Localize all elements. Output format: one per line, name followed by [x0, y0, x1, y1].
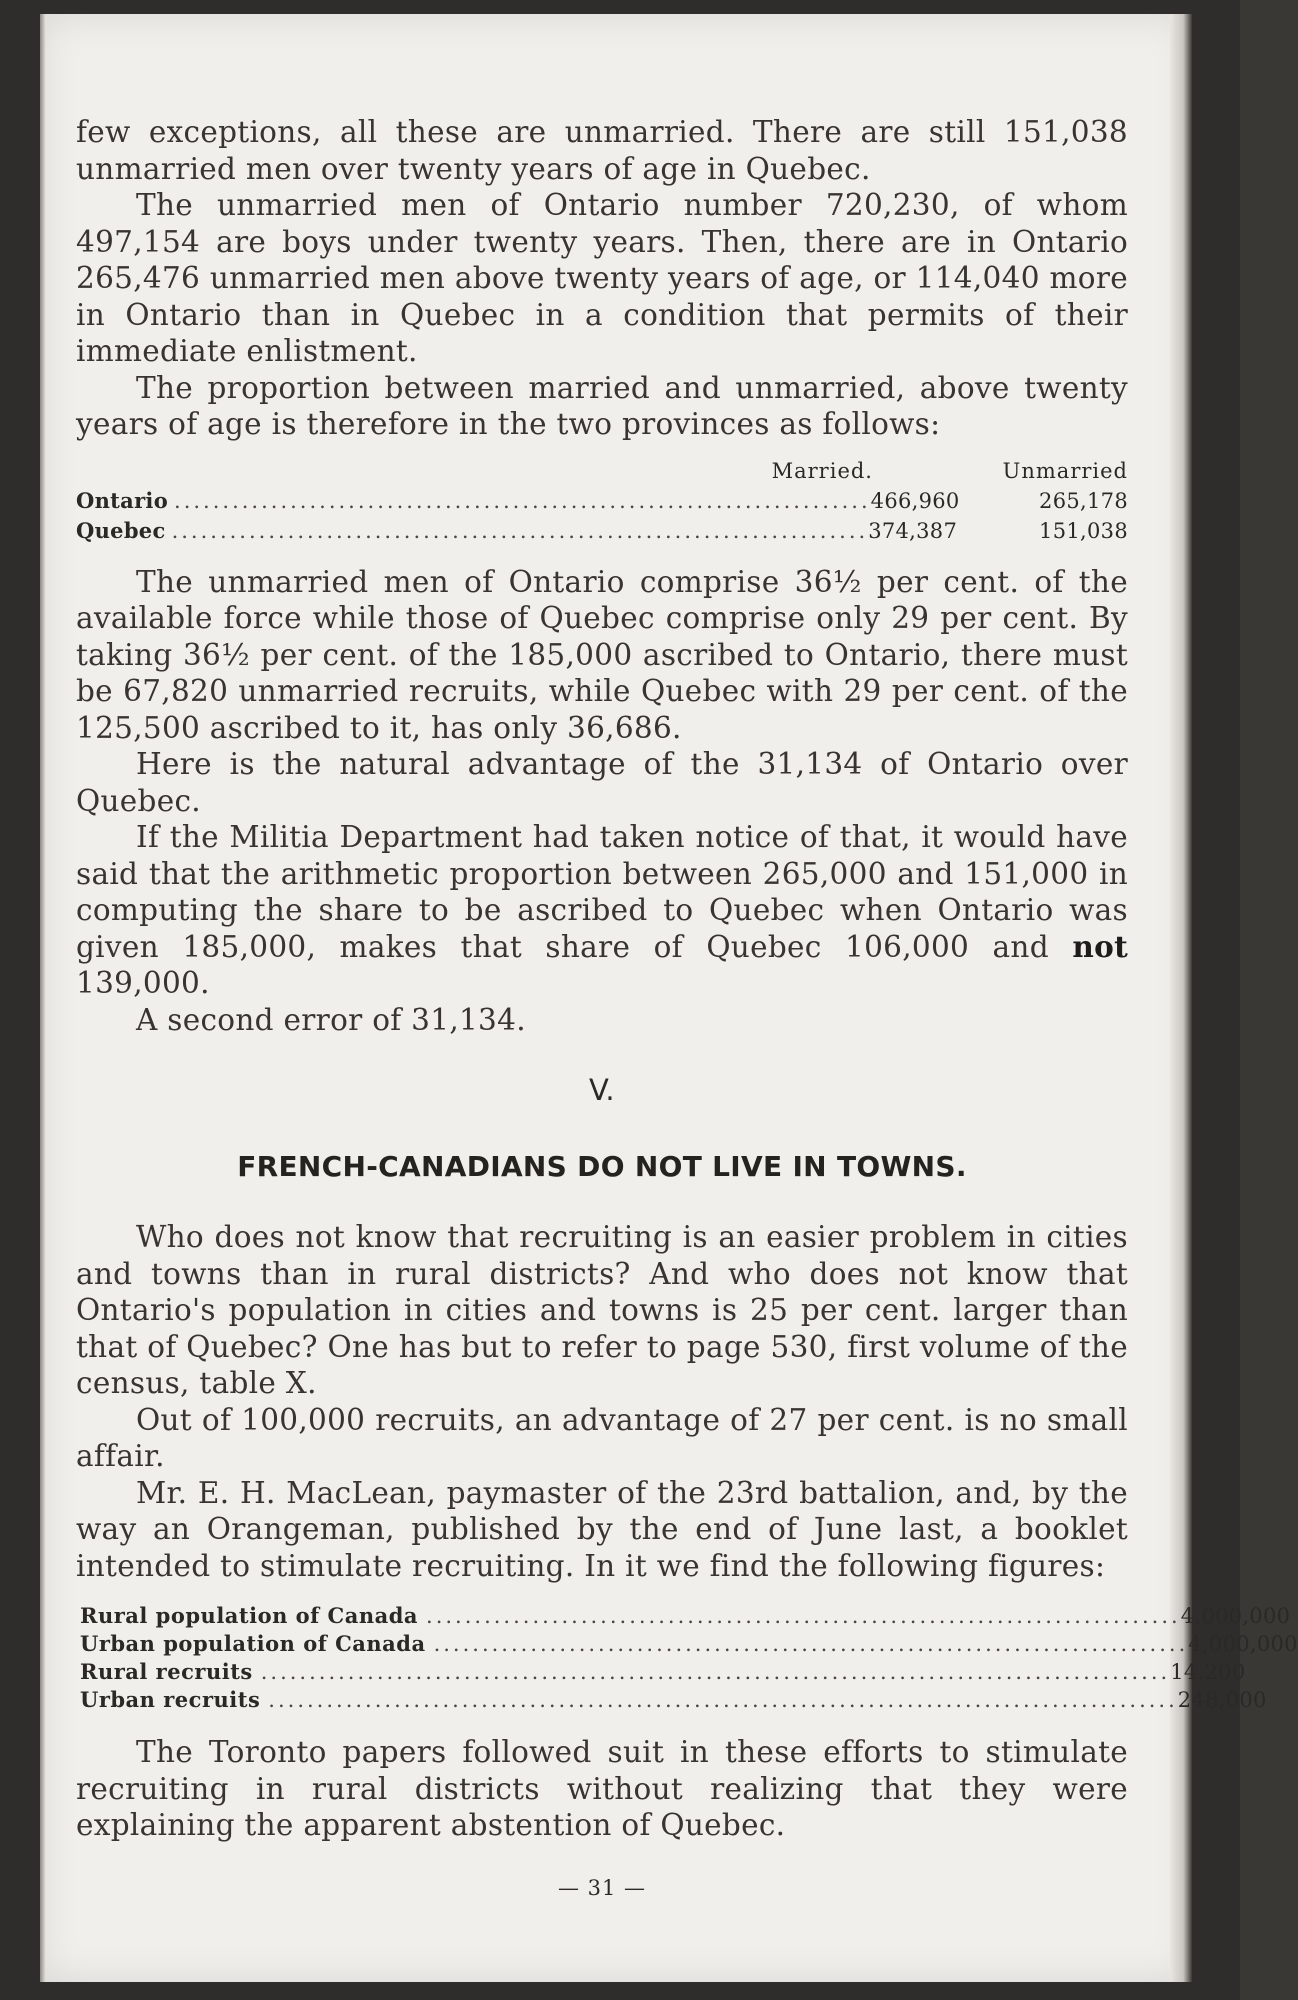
leader-dots: ..............................................................................................: [260, 1660, 1171, 1684]
row-label: Rural population of Canada: [80, 1603, 419, 1628]
paragraph-militia-department: [76, 819, 1128, 1002]
militia-text-before: If the Militia Department had taken notice of that, it would have said that the arithmetic proportion between 265,000 and 151,000 in computing the share to be ascribed to Quebec when Ontario was given 185,000, makes that share of Quebec 106,000 and: [76, 820, 1128, 964]
paragraph-proportion-intro: The proportion between married and unmarried, above twenty years of age is therefore in the two provinces as follows:: [76, 370, 1128, 441]
section-title: FRENCH-CANADIANS DO NOT LIVE IN TOWNS.: [237, 1149, 967, 1183]
paragraph-percentages: The unmarried men of Ontario comprise 36½ per cent. of the available force while those of Quebec comprise only 29 per cent. By taking 36½ per cent. of the 185,000 ascribed to Ontario, there must be 67,820 unmarried recruits, while Quebec with 29 per cent. of the 125,500 ascribed to it, has only 36,686.: [76, 564, 1128, 745]
marital-status-table: [76, 457, 1128, 546]
page-gutter-shadow: [40, 14, 46, 1982]
row-label: Ontario: [76, 487, 169, 513]
table-header: [76, 457, 1128, 486]
table-row: [80, 1602, 1291, 1630]
leader-dots: ........................................................................: [174, 488, 871, 513]
column-header-unmarried: Unmarried: [1002, 458, 1128, 483]
table-row: [76, 516, 1128, 546]
row-label: Quebec: [76, 517, 166, 543]
leader-dots: ..............................................................................: [426, 1604, 1181, 1628]
table-row: [76, 486, 1128, 516]
paragraph-natural-advantage: Here is the natural advantage of the 31,134 of Ontario over Quebec.: [76, 747, 1128, 818]
paragraph-maclean-booklet: Mr. E. H. MacLean, paymaster of the 23rd battalion, and, by the way an Orangeman, published by the end of June last, a booklet intended to stimulate recruiting. In it we find the following figures:: [76, 1475, 1128, 1583]
leader-dots: ..............................................................................: [433, 1632, 1189, 1656]
column-header-married: Married.: [771, 458, 873, 483]
table-row: [80, 1658, 1246, 1686]
row-label: Urban population of Canada: [80, 1631, 426, 1656]
paragraph-cities-towns: Who does not know that recruiting is an easier problem in cities and towns than in rural districts? And who does not know that Ontario's population in cities and towns is 25 per cent. larger than that of Quebec? One has but to refer to page 530, first volume of the census, table X.: [76, 1220, 1128, 1400]
row-value: 4,000,000: [1180, 1604, 1291, 1628]
paragraph-toronto-papers: The Toronto papers followed suit in these efforts to stimulate recruiting in rural districts without realizing that they were explaining the apparent abstention of Quebec.: [76, 1735, 1128, 1842]
paragraph-continuation: few exceptions, all these are unmarried. There are still 151,038 unmarried men over twenty years of age in Quebec.: [76, 115, 1128, 186]
recruit-figures-table: [80, 1602, 1298, 1714]
militia-text-bold: not: [1072, 928, 1128, 964]
table-row: [80, 1686, 1267, 1714]
cell-unmarried: 151,038: [1039, 518, 1128, 543]
table-row: [80, 1630, 1298, 1658]
militia-text-after: 139,000.: [76, 966, 210, 1000]
page-number: — 31 —: [557, 1875, 647, 1900]
paragraph-second-error: A second error of 31,134.: [136, 1002, 526, 1037]
section-number: V.: [589, 1073, 615, 1107]
row-value: 14,200: [1170, 1660, 1246, 1684]
cell-unmarried: 265,178: [1039, 488, 1128, 513]
cell-married: 466,960: [870, 488, 960, 513]
row-value: 248,000: [1177, 1688, 1267, 1712]
paragraph-ontario-unmarried: The unmarried men of Ontario number 720,230, of whom 497,154 are boys under twenty years. Then, there are in Ontario 265,476 unmarried men above twenty years of age, or 114,040 more in Ontario than in Quebec in a condition that permits of their immediate enlistment.: [76, 188, 1128, 368]
leader-dots: ..............................................................................................: [268, 1688, 1178, 1712]
page-content: [76, 114, 1298, 1906]
row-label: Urban recruits: [80, 1687, 261, 1712]
leader-dots: ........................................................................: [171, 518, 869, 543]
book-page: [40, 14, 1298, 1982]
row-value: 4,000,000: [1188, 1632, 1298, 1656]
paragraph-recruits-advantage: Out of 100,000 recruits, an advantage of 27 per cent. is no small affair.: [76, 1402, 1128, 1473]
row-label: Rural recruits: [80, 1659, 253, 1684]
cell-married: 374,387: [868, 518, 958, 543]
